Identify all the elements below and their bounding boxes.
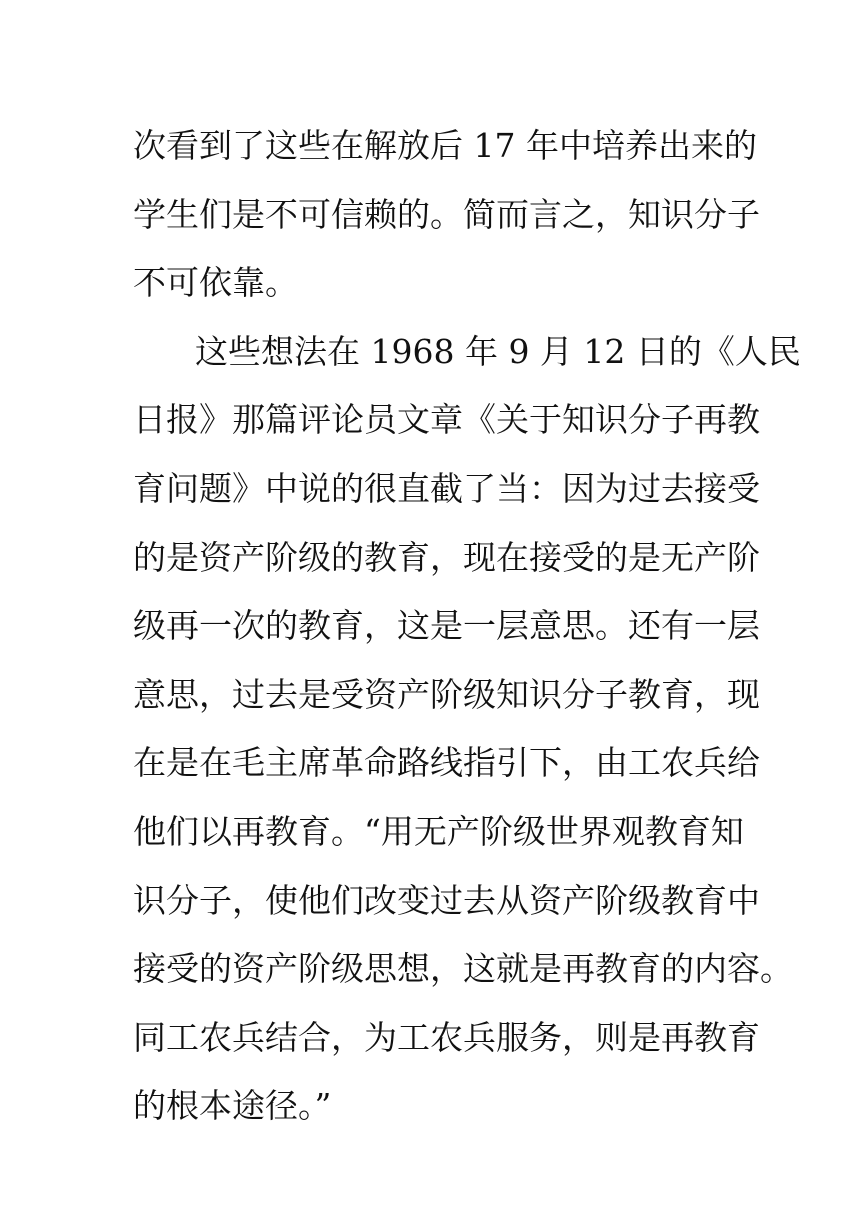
text-line: 级再一次的教育，这是一层意思。还有一层 bbox=[133, 606, 760, 646]
text-line: 日报》那篇评论员文章《关于知识分子再教 bbox=[133, 400, 760, 440]
text-line: 意思，过去是受资产阶级知识分子教育，现 bbox=[133, 674, 760, 714]
text-line: 学生们是不可信赖的。简而言之，知识分子 bbox=[133, 194, 760, 234]
body-text bbox=[133, 112, 801, 1141]
text-line: 同工农兵结合，为工农兵服务，则是再教育 bbox=[133, 1017, 760, 1057]
text-line: 接受的资产阶级思想，这就是再教育的内容。 bbox=[133, 949, 793, 989]
text-line: 次看到了这些在解放后 17 年中培养出来的 bbox=[133, 126, 757, 165]
paragraph-continuation bbox=[133, 112, 773, 318]
text-line: 的根本途径。” bbox=[133, 1086, 332, 1126]
text-line: 在是在毛主席革命路线指引下，由工农兵给 bbox=[133, 743, 760, 783]
text-line: 识分子，使他们改变过去从资产阶级教育中 bbox=[133, 880, 760, 920]
text-line: 他们以再教育。“用无产阶级世界观教育知 bbox=[133, 811, 744, 851]
text-line: 不可依靠。 bbox=[133, 263, 298, 303]
paragraph-commentary bbox=[133, 318, 801, 1141]
text-line: 的是资产阶级的教育，现在接受的是无产阶 bbox=[133, 537, 760, 577]
text-line: 这些想法在 1968 年 9 月 12 日的《人民 bbox=[195, 331, 801, 371]
text-line: 育问题》中说的很直截了当：因为过去接受 bbox=[133, 468, 760, 508]
